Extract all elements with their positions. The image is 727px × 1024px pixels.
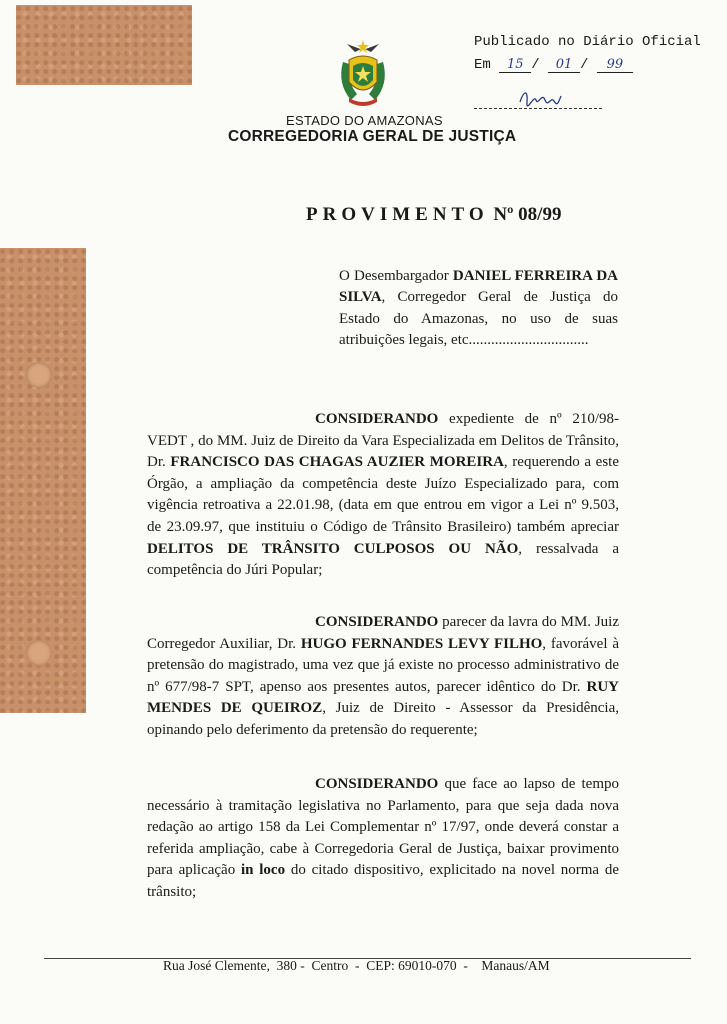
amazonas-coat-of-arms-icon <box>333 36 393 112</box>
paragraph-text: , requerendo a este Órgão, a ampliação da competência deste Juízo Especializado para, com vigência retroativa a 22.01.98, (data em que entrou em vigor a Lei nº 9.503, de 23.09.97, que instituiu o Código de Trânsito Brasileiro) também apreciar <box>147 454 619 535</box>
intro-post: , Corregedor Geral de Justiça do Estado do Amazonas, no uso de suas atribuições legais, etc................................ <box>339 289 618 348</box>
paragraph-text: , favorável à pretensão do magistrado, uma vez que já existe no processo administrativo de nº 677/98-7 SPT, apenso aos presentes autos, parecer idêntico do Dr. <box>147 635 619 695</box>
judge-name: FRANCISCO DAS CHAGAS AUZIER MOREIRA <box>170 454 504 471</box>
stamp-em-label: Em <box>474 57 491 73</box>
considerando-lead: CONSIDERANDO <box>315 411 439 427</box>
footer-address: Rua José Clemente, 380 - Centro - CEP: 69010-070 - Manaus/AM <box>163 958 550 973</box>
paragraph-text: do citado dispositivo, explicitado na novel norma de trânsito; <box>147 862 620 900</box>
intro-pre: O Desembargador <box>339 268 453 284</box>
paper-tape-top <box>16 5 192 85</box>
paragraph-text: que face ao lapso de tempo necessário à tramitação legislativa no Parlamento, para que seja dada nova redação ao artigo 158 da Lei Complementar nº 17/97, onde deverá constar a referida ampliação, cabe à Corregedoria Geral de Justiça, baixar provimento para aplicação <box>147 776 619 879</box>
stamp-year: 99 <box>597 57 633 73</box>
judge-name: HUGO FERNANDES LEVY FILHO <box>300 635 543 652</box>
title-number: Nº 08/99 <box>493 204 562 225</box>
paper-tape-left <box>0 248 86 713</box>
stamp-title: Publicado no Diário Oficial <box>474 34 701 50</box>
emphasis-text: DELITOS DE TRÂNSITO CULPOSOS OU NÃO <box>147 540 519 557</box>
document-title <box>306 204 561 226</box>
date-separator: / <box>580 57 589 73</box>
paragraph-text: , ressalvada a competência do Júri Popular; <box>147 540 619 579</box>
paragraph-text: , Juiz de Direito - Assessor da Presidência, opinando pelo deferimento da pretensão do requerente; <box>147 700 620 738</box>
stamp-day: 15 <box>499 57 531 73</box>
state-heading: ESTADO DO AMAZONAS <box>286 113 443 128</box>
considerando-paragraph-3 <box>147 774 619 904</box>
emphasis-text: in loco <box>240 862 286 879</box>
paragraph-text: parecer da lavra do MM. Juiz Corregedor Auxiliar, Dr. <box>147 614 619 652</box>
intro-name: DANIEL FERREIRA DA SILVA <box>339 268 618 306</box>
judge-name: RUY MENDES DE QUEIROZ <box>147 678 619 717</box>
paragraph-text: expediente de nº 210/98-VEDT , do MM. Juiz de Direito da Vara Especializada em Delitos de Trânsito, Dr. <box>147 411 619 471</box>
punch-hole <box>26 362 52 388</box>
stamp-date <box>474 57 633 73</box>
considerando-paragraph-2 <box>147 612 619 742</box>
office-heading: CORREGEDORIA GERAL DE JUSTIÇA <box>228 128 517 145</box>
signature-line <box>474 86 602 109</box>
stamp-month: 01 <box>548 57 580 73</box>
punch-hole <box>26 640 52 666</box>
considerando-paragraph-1 <box>147 409 619 582</box>
title-word: PROVIMENTO <box>306 204 489 225</box>
date-separator: / <box>531 57 540 73</box>
handwritten-signature-icon <box>518 88 562 108</box>
considerando-lead: CONSIDERANDO <box>315 614 439 630</box>
intro-paragraph <box>339 266 618 351</box>
considerando-lead: CONSIDERANDO <box>315 776 439 792</box>
